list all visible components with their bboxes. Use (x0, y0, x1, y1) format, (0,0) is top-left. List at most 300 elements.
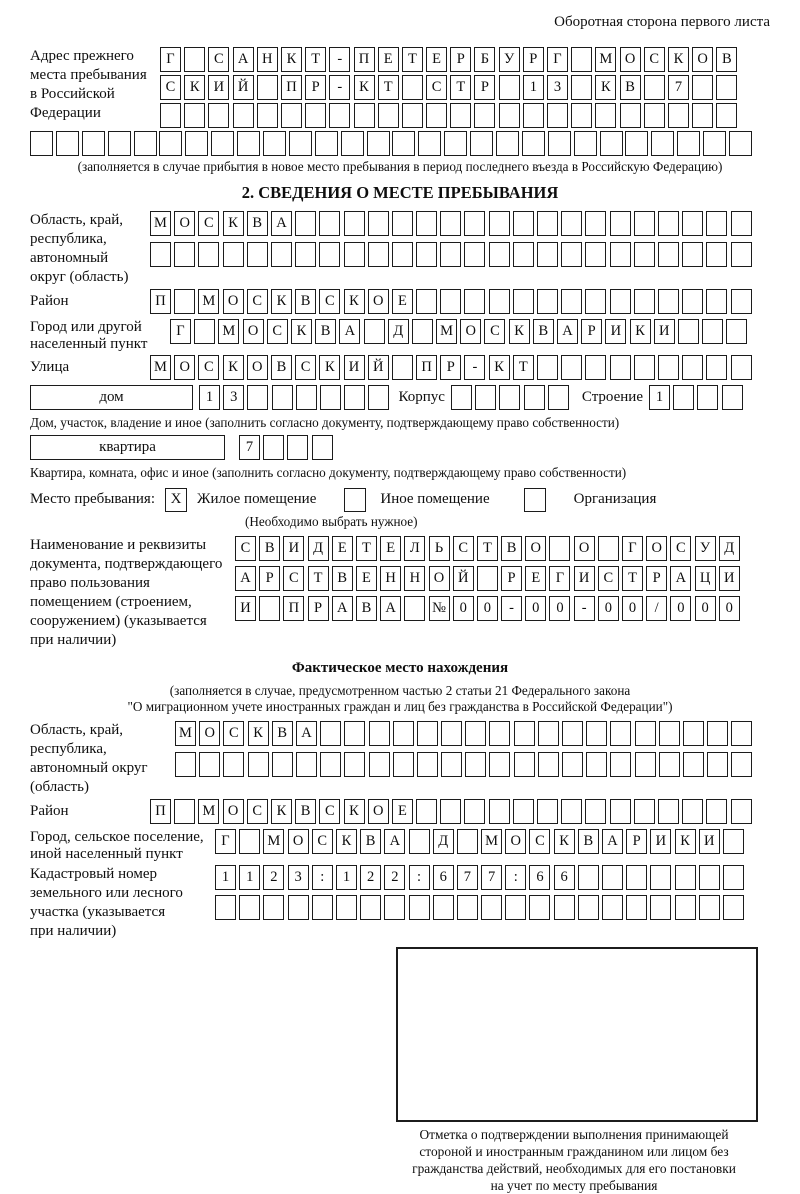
char-box (457, 829, 478, 854)
char-box: О (368, 799, 389, 824)
char-box (571, 47, 592, 72)
char-box (585, 289, 606, 314)
house-type-field: дом (30, 385, 193, 410)
char-box (319, 211, 340, 236)
char-box: А (271, 211, 292, 236)
section2-title: 2. СВЕДЕНИЯ О МЕСТЕ ПРЕБЫВАНИЯ (241, 183, 559, 202)
char-box-row (215, 865, 770, 890)
char-box: К (223, 355, 244, 380)
char-box (184, 103, 205, 128)
street-label: Улица (30, 359, 70, 375)
char-box (496, 131, 519, 156)
stay-place-section (30, 211, 770, 650)
char-box: К (595, 75, 616, 100)
char-box (634, 289, 655, 314)
char-box: Д (308, 536, 329, 561)
char-box: А (557, 319, 578, 344)
char-box: 3 (223, 385, 244, 410)
registration-stamp-caption (378, 1126, 770, 1194)
char-box (440, 211, 461, 236)
char-box (320, 721, 341, 746)
char-box (659, 752, 680, 777)
char-box: А (339, 319, 360, 344)
char-box (678, 319, 699, 344)
char-box (247, 242, 268, 267)
char-box (598, 536, 619, 561)
char-box (499, 385, 520, 410)
char-box (692, 75, 713, 100)
char-box (470, 131, 493, 156)
char-box (600, 131, 623, 156)
char-box (288, 895, 309, 920)
char-box (658, 799, 679, 824)
previous-address-caption: (заполняется в случае прибытия в новое место пребывания в период последнего въезда в Российскую Федерацию) (77, 159, 723, 174)
label-line: земельного или лесного (30, 885, 183, 901)
char-box (675, 865, 696, 890)
char-box (417, 752, 438, 777)
char-box (392, 355, 413, 380)
label-line: "О миграционном учете иностранных граждан и лиц без гражданства в Российской Федерации") (127, 699, 673, 714)
char-box (706, 799, 727, 824)
region-label (30, 211, 150, 287)
char-box (369, 721, 390, 746)
char-box: О (620, 47, 641, 72)
char-box (247, 385, 268, 410)
char-box (457, 895, 478, 920)
char-box: 1 (239, 865, 260, 890)
char-box (223, 752, 244, 777)
char-box (465, 721, 486, 746)
char-box (441, 752, 462, 777)
char-box: О (525, 536, 546, 561)
char-box (418, 131, 441, 156)
char-box: М (150, 211, 171, 236)
char-box-row (150, 355, 755, 380)
char-box (344, 752, 365, 777)
char-box (707, 721, 728, 746)
char-box: А (233, 47, 254, 72)
char-box: С (247, 799, 268, 824)
char-box: О (288, 829, 309, 854)
label-line: Отметка о подтверждении выполнения принимающей (419, 1127, 729, 1142)
char-box (659, 721, 680, 746)
char-box: Г (215, 829, 236, 854)
char-box: А (602, 829, 623, 854)
char-box: Т (378, 75, 399, 100)
char-box (175, 752, 196, 777)
char-box (537, 355, 558, 380)
apartment-row (30, 435, 770, 463)
char-box: Е (378, 47, 399, 72)
char-box (402, 75, 423, 100)
char-box (675, 895, 696, 920)
char-box (444, 131, 467, 156)
previous-address-label (30, 47, 160, 123)
char-box: 1 (199, 385, 220, 410)
char-box (585, 355, 606, 380)
char-box-row (150, 799, 755, 824)
actual-location-section (30, 721, 770, 1194)
char-box: В (295, 799, 316, 824)
char-box: И (605, 319, 626, 344)
char-box: О (223, 799, 244, 824)
char-box (56, 131, 79, 156)
choose-option-note: (Необходимо выбрать нужное) (245, 514, 418, 529)
char-box: В (356, 596, 377, 621)
char-box (295, 211, 316, 236)
char-box: Е (426, 47, 447, 72)
char-box (489, 799, 510, 824)
char-box (548, 131, 571, 156)
char-box: С (319, 289, 340, 314)
char-box: Р (308, 596, 329, 621)
char-box (561, 355, 582, 380)
char-box: С (160, 75, 181, 100)
label-line: Город или другой (30, 319, 142, 335)
char-box: Р (305, 75, 326, 100)
char-box (474, 103, 495, 128)
char-box (272, 385, 293, 410)
apartment-number-boxes (239, 435, 336, 460)
char-box (199, 752, 220, 777)
char-box: К (184, 75, 205, 100)
char-box (271, 242, 292, 267)
char-box: К (675, 829, 696, 854)
char-box (513, 211, 534, 236)
char-box: Н (257, 47, 278, 72)
char-box (658, 289, 679, 314)
char-box (450, 103, 471, 128)
char-box (208, 103, 229, 128)
char-box-row (175, 752, 770, 777)
char-box (514, 752, 535, 777)
char-box: 0 (719, 596, 740, 621)
char-box (731, 211, 752, 236)
char-box (237, 131, 260, 156)
char-box (402, 103, 423, 128)
char-box (440, 242, 461, 267)
char-box (336, 895, 357, 920)
char-box: Р (450, 47, 471, 72)
char-box (529, 895, 550, 920)
fact-region-label (30, 721, 175, 797)
char-box (635, 721, 656, 746)
apartment-type-field: квартира (30, 435, 225, 460)
char-box (682, 211, 703, 236)
char-box (634, 211, 655, 236)
char-box: К (489, 355, 510, 380)
char-box: А (235, 566, 256, 591)
char-box (464, 799, 485, 824)
char-box: - (329, 75, 350, 100)
label-line: помещением (строением, (30, 594, 192, 610)
char-box: Р (523, 47, 544, 72)
char-box: Й (233, 75, 254, 100)
char-box (272, 752, 293, 777)
char-box (315, 131, 338, 156)
char-box (634, 242, 655, 267)
char-box: 7 (457, 865, 478, 890)
char-box (537, 289, 558, 314)
char-box: С (670, 536, 691, 561)
char-box (312, 435, 333, 460)
char-box: Е (392, 289, 413, 314)
char-box (658, 211, 679, 236)
char-box (259, 596, 280, 621)
house-number-boxes (199, 385, 393, 410)
char-box (538, 752, 559, 777)
char-box: О (223, 289, 244, 314)
char-box: И (654, 319, 675, 344)
label-line: автономный (30, 250, 109, 266)
char-box (585, 211, 606, 236)
char-box: 7 (481, 865, 502, 890)
char-box (185, 131, 208, 156)
label-line: республика, (30, 741, 107, 757)
checkbox-other-premises (344, 488, 366, 512)
char-box (513, 799, 534, 824)
char-box (722, 385, 743, 410)
option-other-premises-label: Иное помещение (380, 491, 490, 507)
char-box: П (150, 289, 171, 314)
char-box (626, 895, 647, 920)
label-line: при наличии) (30, 923, 117, 939)
char-box: П (416, 355, 437, 380)
char-box (634, 355, 655, 380)
char-box: А (296, 721, 317, 746)
char-box (426, 103, 447, 128)
label-line: (область) (30, 779, 89, 795)
char-box (82, 131, 105, 156)
char-box: Г (170, 319, 191, 344)
char-box (716, 103, 737, 128)
char-box: Н (380, 566, 401, 591)
char-box (537, 799, 558, 824)
char-box: Т (513, 355, 534, 380)
char-box (651, 131, 674, 156)
char-box: Б (474, 47, 495, 72)
korpus-label: Корпус (398, 389, 445, 405)
char-box (610, 211, 631, 236)
char-box (625, 131, 648, 156)
char-box (360, 895, 381, 920)
char-box (150, 242, 171, 267)
char-box (549, 536, 570, 561)
label-line: автономный округ (30, 760, 148, 776)
char-box: С (247, 289, 268, 314)
city-label (30, 319, 170, 353)
char-box: О (368, 289, 389, 314)
char-box (683, 721, 704, 746)
char-box (354, 103, 375, 128)
char-box (174, 289, 195, 314)
char-box: В (360, 829, 381, 854)
char-box (296, 385, 317, 410)
char-box: К (271, 799, 292, 824)
char-box (571, 103, 592, 128)
char-box (281, 103, 302, 128)
char-box (723, 895, 744, 920)
label-line: иной населенный пункт (30, 846, 183, 862)
house-row (30, 385, 770, 413)
char-box: С (267, 319, 288, 344)
char-box-row (235, 596, 770, 621)
char-box: Р (646, 566, 667, 591)
char-box (384, 895, 405, 920)
char-box (561, 211, 582, 236)
char-box: 2 (263, 865, 284, 890)
char-box: Р (259, 566, 280, 591)
house-caption: Дом, участок, владение и иное (заполнить согласно документу, подтверждающему право собственности) (30, 415, 620, 430)
char-box: Л (404, 536, 425, 561)
char-box (650, 865, 671, 890)
char-box (524, 385, 545, 410)
char-box-row (235, 566, 770, 591)
label-line: на учет по месту пребывания (490, 1178, 658, 1193)
char-box (416, 211, 437, 236)
char-box (489, 752, 510, 777)
char-box: У (499, 47, 520, 72)
label-line: в Российской (30, 86, 115, 102)
char-box (683, 752, 704, 777)
char-box: И (235, 596, 256, 621)
char-box: 2 (384, 865, 405, 890)
label-line: при наличии) (30, 632, 117, 648)
char-box (571, 75, 592, 100)
char-box: В (315, 319, 336, 344)
char-box: В (272, 721, 293, 746)
char-box (392, 131, 415, 156)
char-box (319, 242, 340, 267)
place-type-row (30, 487, 770, 512)
registration-stamp-box (396, 947, 758, 1122)
char-box: Р (581, 319, 602, 344)
char-box: Е (356, 566, 377, 591)
char-box: Г (622, 536, 643, 561)
char-box-row (160, 75, 770, 100)
label-line: Область, край, (30, 212, 124, 228)
fact-city-label (30, 829, 215, 863)
char-box (595, 103, 616, 128)
char-box (257, 103, 278, 128)
char-box (489, 211, 510, 236)
char-box: К (319, 355, 340, 380)
char-box: И (344, 355, 365, 380)
char-box (634, 799, 655, 824)
char-box (464, 289, 485, 314)
label-line: места пребывания (30, 67, 147, 83)
char-box: Р (440, 355, 461, 380)
char-box: С (223, 721, 244, 746)
char-box (699, 895, 720, 920)
char-box: В (247, 211, 268, 236)
label-line: гражданства действий, необходимых для его постановки (412, 1161, 736, 1176)
char-box (677, 131, 700, 156)
char-box: М (481, 829, 502, 854)
char-box (295, 242, 316, 267)
char-box: 1 (523, 75, 544, 100)
char-box (578, 895, 599, 920)
char-box (726, 319, 747, 344)
char-box (344, 211, 365, 236)
char-box (706, 355, 727, 380)
char-box: Р (474, 75, 495, 100)
char-box: В (332, 566, 353, 591)
char-box (393, 721, 414, 746)
char-box: С (198, 211, 219, 236)
previous-address-rows (160, 47, 770, 131)
char-box (706, 242, 727, 267)
char-box (433, 895, 454, 920)
char-box (499, 103, 520, 128)
char-box (257, 75, 278, 100)
label-line: документа, подтверждающего (30, 556, 223, 572)
char-box: И (574, 566, 595, 591)
char-box (174, 242, 195, 267)
char-box (561, 799, 582, 824)
char-box (697, 385, 718, 410)
char-box (658, 242, 679, 267)
previous-address-section (30, 47, 770, 175)
char-box-row-full-width (30, 131, 770, 156)
char-box (499, 75, 520, 100)
label-line: Федерации (30, 105, 101, 121)
char-box (464, 242, 485, 267)
char-box (682, 289, 703, 314)
char-box (369, 752, 390, 777)
char-box: И (699, 829, 720, 854)
label-line: Область, край, (30, 722, 124, 738)
korpus-boxes (451, 385, 572, 410)
char-box: В (295, 289, 316, 314)
char-box: Г (160, 47, 181, 72)
char-box: 1 (336, 865, 357, 890)
char-box (731, 721, 752, 746)
label-line: республика, (30, 231, 107, 247)
char-box: Р (626, 829, 647, 854)
char-box: 6 (433, 865, 454, 890)
char-box (489, 721, 510, 746)
char-box: В (271, 355, 292, 380)
char-box (211, 131, 234, 156)
char-box: Д (388, 319, 409, 344)
char-box: М (263, 829, 284, 854)
char-box (134, 131, 157, 156)
char-box (610, 799, 631, 824)
char-box: К (509, 319, 530, 344)
char-box (263, 131, 286, 156)
char-box: 0 (695, 596, 716, 621)
char-box (30, 131, 53, 156)
char-box: 0 (670, 596, 691, 621)
char-box (729, 131, 752, 156)
char-box (184, 47, 205, 72)
char-box (731, 355, 752, 380)
char-box: К (248, 721, 269, 746)
char-box: Д (433, 829, 454, 854)
char-box (586, 752, 607, 777)
char-box (644, 103, 665, 128)
char-box (561, 242, 582, 267)
char-box: Е (380, 536, 401, 561)
char-box: 2 (360, 865, 381, 890)
char-box: Н (404, 566, 425, 591)
char-box: Д (719, 536, 740, 561)
char-box (289, 131, 312, 156)
char-box: М (218, 319, 239, 344)
char-box (160, 103, 181, 128)
char-box: К (354, 75, 375, 100)
